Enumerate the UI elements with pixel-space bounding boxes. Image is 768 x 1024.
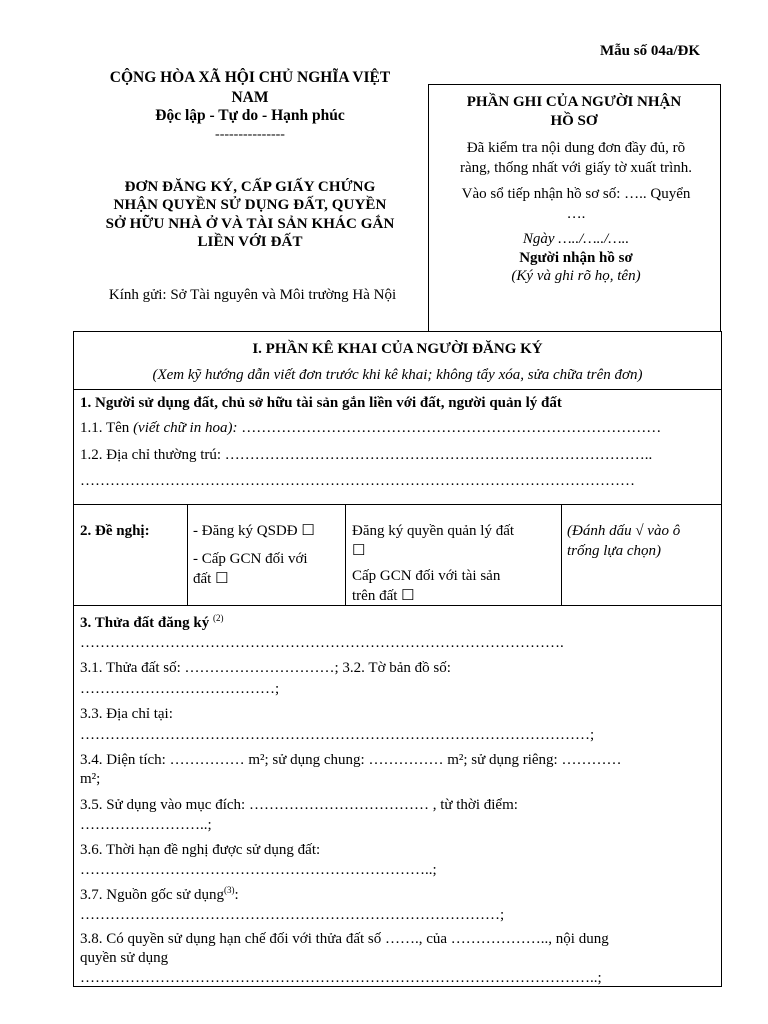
- item3-8-restricted[interactable]: 3.8. Có quyền sử dụng hạn chế đối với thửa đất số ……., của ……………….., nội dung: [80, 931, 609, 947]
- divider-sec1: [73, 389, 722, 390]
- origin-colon: :: [234, 887, 239, 903]
- item3-5-purpose[interactable]: 3.5. Sử dụng vào mục đích: ……………………………… , từ thời điểm:: [80, 797, 518, 813]
- hint-line-2: trống lựa chọn): [567, 542, 662, 559]
- receiver-title-line-1: PHẦN GHI CỦA NGƯỜI NHẬN: [466, 94, 682, 110]
- nation-line-1: CỘNG HÒA XÃ HỘI CHỦ NGHĨA VIỆT: [109, 69, 391, 86]
- form-code: Mẫu số 04a/ĐK: [599, 43, 700, 59]
- item3-heading-text: 3. Thửa đất đăng ký: [80, 615, 213, 631]
- receiver-label: Người nhận hồ sơ: [519, 250, 633, 266]
- item3-7-origin: [80, 885, 715, 906]
- item1-heading: 1. Người sử dụng đất, chủ sở hữu tài sản gắn liền với đất, người quản lý đất: [80, 395, 562, 411]
- item1-address-field[interactable]: [80, 446, 715, 466]
- item3-1-parcel[interactable]: 3.1. Thửa đất số: …………………………; 3.2. Tờ bản đồ số:: [80, 660, 451, 676]
- name-label: 1.1. Tên: [80, 420, 134, 436]
- option-manage-land[interactable]: [352, 522, 557, 561]
- item3-3-address: 3.3. Địa chỉ tại:: [80, 706, 173, 722]
- separator: ---------------: [215, 127, 285, 142]
- nation-name: [80, 68, 420, 108]
- divider-v1: [187, 504, 188, 605]
- item3-8-content: quyền sử dụng: [80, 950, 169, 966]
- item3-6-term: 3.6. Thời hạn đề nghị được sử dụng đất:: [80, 842, 321, 858]
- divider-v2: [345, 504, 346, 605]
- log-line-1: Vào sổ tiếp nhận hồ sơ số: ….. Quyển: [461, 186, 691, 202]
- item2-hint: [567, 522, 717, 561]
- receiver-box-title: [440, 93, 708, 131]
- item3-8-dots[interactable]: …………………………………………………………………………………………..;: [80, 970, 602, 986]
- opt3-line-1: Đăng ký quyền quản lý đất: [352, 523, 515, 539]
- receiver-log-text: [436, 184, 716, 225]
- title-line-1: ĐƠN ĐĂNG KÝ, CẤP GIẤY CHỨNG: [124, 179, 376, 195]
- address-dots: …………………………………………………………………………..: [224, 447, 653, 463]
- item3-4-unit: m²;: [80, 771, 101, 787]
- item3-4-area[interactable]: 3.4. Diện tích: …………… m²; sử dụng chung: …………… m²; sử dụng riêng: …………: [80, 752, 622, 768]
- check-line-2: ràng, thống nhất với giấy tờ xuất trình.: [459, 160, 693, 177]
- item3-heading-note: (2): [212, 613, 224, 623]
- item1-name-field[interactable]: [80, 419, 715, 439]
- opt2-line-2: đất ☐: [193, 570, 229, 587]
- title-line-4: LIỀN VỚI ĐẤT: [197, 233, 303, 250]
- divider-item1: [73, 504, 722, 505]
- receiver-title-line-2: HỒ SƠ: [550, 112, 598, 129]
- check-line-1: Đã kiểm tra nội dung đơn đầy đủ, rõ: [466, 140, 686, 156]
- addressee: Kính gửi: Sở Tài nguyên và Môi trường Hà Nội: [108, 287, 397, 303]
- name-hint: (viết chữ in hoa):: [133, 420, 238, 436]
- title-line-2: NHẬN QUYỀN SỬ DỤNG ĐẤT, QUYỀN: [113, 197, 387, 214]
- origin-label: 3.7. Nguồn gốc sử dụng: [80, 887, 224, 903]
- section1-note: (Xem kỹ hướng dẫn viết đơn trước khi kê khai; không tẩy xóa, sửa chữa trên đơn): [152, 367, 643, 383]
- item1-extra-line[interactable]: …………………………………………………………………………………………………: [80, 473, 635, 489]
- log-line-2: ….: [566, 206, 586, 223]
- section1-title: I. PHẦN KÊ KHAI CỦA NGƯỜI ĐĂNG KÝ: [252, 341, 543, 357]
- item3-6-dots[interactable]: ……………………………………………………………..;: [80, 862, 437, 878]
- motto: Độc lập - Tự do - Hạnh phúc: [155, 107, 345, 124]
- item3-1-dots[interactable]: …………………………………;: [80, 681, 280, 697]
- item3-7-dots[interactable]: …………………………………………………………………………;: [80, 907, 505, 923]
- receiver-date: Ngày …../…../…..: [522, 231, 630, 247]
- opt3-line-2: ☐: [352, 542, 366, 559]
- origin-note: (3): [223, 885, 235, 895]
- opt4-line-2: trên đất ☐: [352, 587, 415, 604]
- address-label: 1.2. Địa chỉ thường trú:: [80, 447, 225, 463]
- opt2-line-1: - Cấp GCN đối với: [193, 551, 308, 567]
- document-title: [80, 178, 420, 251]
- option-gcn-asset[interactable]: [352, 567, 557, 606]
- receiver-sign-note: (Ký và ghi rõ họ, tên): [511, 268, 641, 284]
- item3-dots[interactable]: …………………………………………………………………………………….: [80, 635, 564, 651]
- title-line-3: SỞ HỮU NHÀ Ở VÀ TÀI SẢN KHÁC GẮN: [105, 215, 395, 232]
- option-register-qsdd[interactable]: - Đăng ký QSDĐ ☐: [193, 523, 315, 539]
- item3-heading: [80, 613, 715, 634]
- item3-5-dots[interactable]: ……………………..;: [80, 817, 212, 833]
- hint-line-1: (Đánh dấu √ vào ô: [567, 523, 681, 539]
- opt4-line-1: Cấp GCN đối với tài sản: [352, 568, 501, 584]
- divider-v3: [561, 504, 562, 605]
- item3-3-dots[interactable]: …………………………………………………………………………………………;: [80, 727, 595, 743]
- option-gcn-land[interactable]: [193, 550, 343, 589]
- nation-line-2: NAM: [231, 89, 269, 107]
- name-dots: …………………………………………………………………………: [237, 420, 662, 436]
- item2-heading: 2. Đề nghị:: [80, 523, 150, 539]
- receiver-check-text: [436, 138, 716, 179]
